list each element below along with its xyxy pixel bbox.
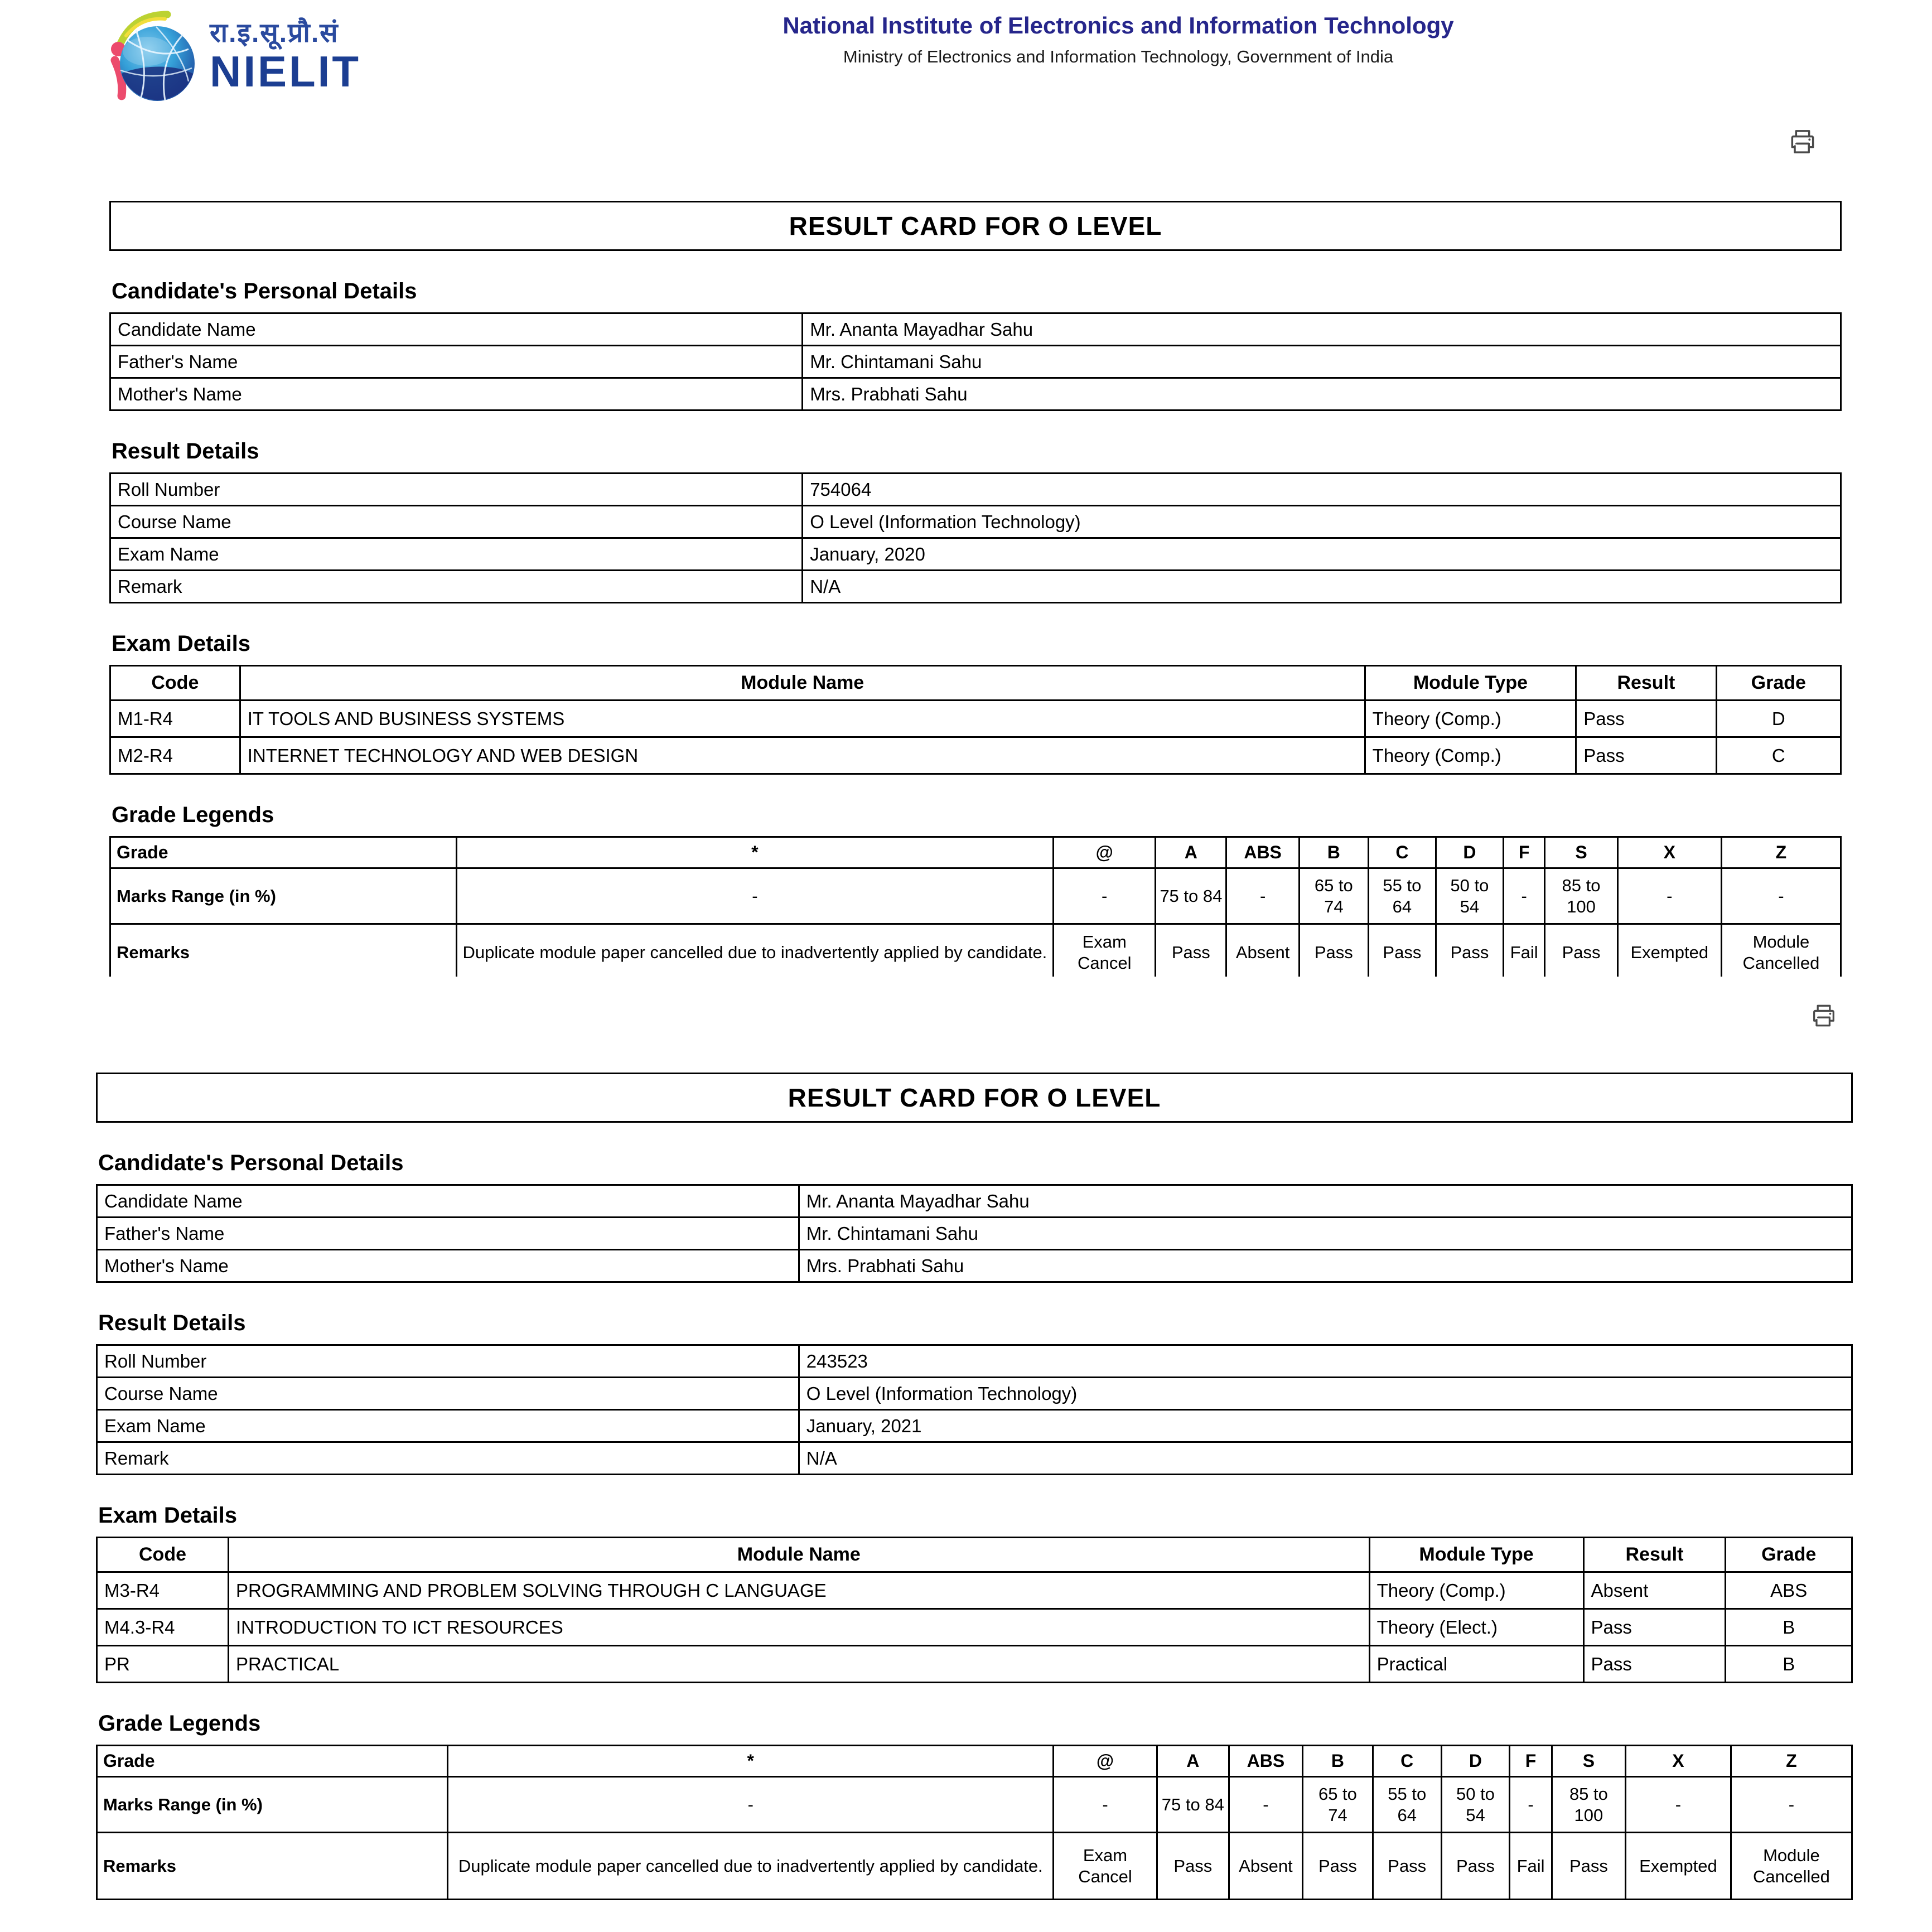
cell: X bbox=[1626, 1746, 1731, 1777]
column-header: Grade bbox=[1726, 1538, 1852, 1572]
table-row bbox=[97, 1833, 1852, 1900]
cell: Module Cancelled bbox=[1731, 1833, 1852, 1900]
cell: Mrs. Prabhati Sahu bbox=[799, 1250, 1852, 1282]
cell: - bbox=[1617, 868, 1721, 924]
cell: Course Name bbox=[97, 1378, 799, 1410]
cell: Grade bbox=[97, 1746, 448, 1777]
cell: 85 to 100 bbox=[1552, 1777, 1625, 1833]
cell: Theory (Comp.) bbox=[1365, 737, 1576, 774]
cell: Mrs. Prabhati Sahu bbox=[803, 378, 1841, 410]
nielit-logo-text bbox=[210, 20, 361, 94]
result-details-table bbox=[96, 1344, 1853, 1475]
cell: Pass bbox=[1441, 1833, 1510, 1900]
exam-header-row bbox=[97, 1538, 1852, 1572]
cell: Absent bbox=[1583, 1572, 1726, 1609]
cell: B bbox=[1726, 1609, 1852, 1646]
nielit-hindi-abbreviation: रा.इ.सू.प्रौ.सं bbox=[210, 18, 339, 49]
personal-details-heading: Candidate's Personal Details bbox=[98, 1151, 404, 1175]
cell: January, 2020 bbox=[803, 538, 1841, 571]
cell: Practical bbox=[1369, 1646, 1583, 1683]
cell: Module Cancelled bbox=[1721, 924, 1841, 977]
cell: 55 to 64 bbox=[1373, 1777, 1441, 1833]
table-row bbox=[97, 1746, 1852, 1777]
cell: N/A bbox=[799, 1442, 1852, 1475]
cell: M4.3-R4 bbox=[97, 1609, 229, 1646]
page-header bbox=[0, 0, 1932, 112]
cell: Absent bbox=[1226, 924, 1299, 977]
cell: Exam Name bbox=[110, 538, 803, 571]
card-title-box bbox=[109, 201, 1842, 251]
cell: Mr. Chintamani Sahu bbox=[803, 346, 1841, 378]
cell: Pass bbox=[1156, 924, 1226, 977]
card-title-box bbox=[96, 1073, 1853, 1123]
cell: Roll Number bbox=[97, 1345, 799, 1378]
cell: Roll Number bbox=[110, 474, 803, 506]
cell: Fail bbox=[1503, 924, 1544, 977]
table-row bbox=[97, 1185, 1852, 1218]
cell: C bbox=[1716, 737, 1841, 774]
ministry-subtitle: Ministry of Electronics and Information Technology, Government of India bbox=[843, 47, 1394, 66]
result-details-heading: Result Details bbox=[98, 1311, 246, 1335]
cell: Marks Range (in %) bbox=[97, 1777, 448, 1833]
cell: - bbox=[1510, 1777, 1552, 1833]
cell: Pass bbox=[1299, 924, 1368, 977]
cell: N/A bbox=[803, 571, 1841, 603]
cell: 754064 bbox=[803, 474, 1841, 506]
cell: Pass bbox=[1583, 1646, 1726, 1683]
cell: - bbox=[456, 868, 1054, 924]
cell: B bbox=[1726, 1646, 1852, 1683]
table-row bbox=[97, 1218, 1852, 1250]
cell: 85 to 100 bbox=[1545, 868, 1617, 924]
column-header: Module Type bbox=[1365, 666, 1576, 701]
cell: Pass bbox=[1303, 1833, 1373, 1900]
cell: PROGRAMMING AND PROBLEM SOLVING THROUGH C LANGUAGE bbox=[229, 1572, 1370, 1609]
table-row bbox=[97, 1442, 1852, 1475]
cell: - bbox=[1626, 1777, 1731, 1833]
grade-legends-heading: Grade Legends bbox=[112, 803, 274, 827]
result-details-table bbox=[109, 472, 1842, 603]
cell: @ bbox=[1054, 837, 1156, 868]
header-title-block bbox=[742, 12, 1495, 67]
cell: Exempted bbox=[1626, 1833, 1731, 1900]
cell: Pass bbox=[1545, 924, 1617, 977]
cell: F bbox=[1510, 1746, 1552, 1777]
cell: Mr. Ananta Mayadhar Sahu bbox=[799, 1185, 1852, 1218]
cell: 50 to 54 bbox=[1436, 868, 1503, 924]
cell: Mr. Ananta Mayadhar Sahu bbox=[803, 313, 1841, 346]
cell: M3-R4 bbox=[97, 1572, 229, 1609]
cell: A bbox=[1156, 837, 1226, 868]
cell: - bbox=[1721, 868, 1841, 924]
cell: Remarks bbox=[110, 924, 457, 977]
cell: 50 to 54 bbox=[1441, 1777, 1510, 1833]
cell: Marks Range (in %) bbox=[110, 868, 457, 924]
cell: Exam Cancel bbox=[1054, 924, 1156, 977]
print-icon[interactable] bbox=[1809, 1001, 1838, 1033]
cell: PRACTICAL bbox=[229, 1646, 1370, 1683]
cell: Pass bbox=[1576, 701, 1716, 737]
institute-title: National Institute of Electronics and Information Technology bbox=[783, 12, 1454, 38]
card-title: RESULT CARD FOR O LEVEL bbox=[788, 1083, 1161, 1112]
cell: ABS bbox=[1226, 837, 1299, 868]
cell: Pass bbox=[1368, 924, 1436, 977]
cell: INTRODUCTION TO ICT RESOURCES bbox=[229, 1609, 1370, 1646]
grade-legends-clipped-frame bbox=[109, 836, 1842, 977]
exam-details-table bbox=[96, 1537, 1853, 1683]
table-row bbox=[110, 701, 1841, 737]
column-header: Module Name bbox=[229, 1538, 1370, 1572]
result-card-2 bbox=[96, 1073, 1853, 1900]
cell: Candidate Name bbox=[97, 1185, 799, 1218]
exam-header-row bbox=[110, 666, 1841, 701]
cell: Pass bbox=[1576, 737, 1716, 774]
cell: C bbox=[1368, 837, 1436, 868]
cell: M2-R4 bbox=[110, 737, 240, 774]
cell: INTERNET TECHNOLOGY AND WEB DESIGN bbox=[240, 737, 1365, 774]
cell: D bbox=[1436, 837, 1503, 868]
cell: C bbox=[1373, 1746, 1441, 1777]
cell: ABS bbox=[1726, 1572, 1852, 1609]
cell: Z bbox=[1731, 1746, 1852, 1777]
grade-legends-table bbox=[109, 836, 1842, 977]
cell: Mother's Name bbox=[97, 1250, 799, 1282]
column-header: Result bbox=[1583, 1538, 1726, 1572]
cell: January, 2021 bbox=[799, 1410, 1852, 1442]
table-row bbox=[97, 1345, 1852, 1378]
cell: Mr. Chintamani Sahu bbox=[799, 1218, 1852, 1250]
cell: Theory (Comp.) bbox=[1365, 701, 1576, 737]
cell: S bbox=[1545, 837, 1617, 868]
table-row bbox=[110, 313, 1841, 346]
cell: * bbox=[448, 1746, 1054, 1777]
table-row bbox=[110, 506, 1841, 538]
nielit-wordmark: NIELIT bbox=[210, 46, 361, 96]
cell: Father's Name bbox=[110, 346, 803, 378]
table-row bbox=[110, 474, 1841, 506]
cell: 55 to 64 bbox=[1368, 868, 1436, 924]
cell: Remark bbox=[110, 571, 803, 603]
column-header: Code bbox=[97, 1538, 229, 1572]
cell: O Level (Information Technology) bbox=[799, 1378, 1852, 1410]
cell: Remark bbox=[97, 1442, 799, 1475]
cell: F bbox=[1503, 837, 1544, 868]
cell: B bbox=[1303, 1746, 1373, 1777]
cell: Fail bbox=[1510, 1833, 1552, 1900]
print-icon[interactable] bbox=[1787, 126, 1818, 160]
print-row-2 bbox=[0, 1001, 1838, 1030]
card-title: RESULT CARD FOR O LEVEL bbox=[789, 211, 1162, 240]
cell: O Level (Information Technology) bbox=[803, 506, 1841, 538]
table-row bbox=[110, 737, 1841, 774]
cell: Duplicate module paper cancelled due to inadvertently applied by candidate. bbox=[448, 1833, 1054, 1900]
cell: Pass bbox=[1373, 1833, 1441, 1900]
table-row bbox=[110, 868, 1841, 924]
table-row bbox=[97, 1250, 1852, 1282]
cell: 65 to 74 bbox=[1299, 868, 1368, 924]
cell: Exam Name bbox=[97, 1410, 799, 1442]
table-row bbox=[97, 1572, 1852, 1609]
grade-legends-heading: Grade Legends bbox=[98, 1711, 261, 1736]
cell: Remarks bbox=[97, 1833, 448, 1900]
cell: Pass bbox=[1157, 1833, 1229, 1900]
cell: ABS bbox=[1229, 1746, 1302, 1777]
cell: Candidate Name bbox=[110, 313, 803, 346]
cell: Mother's Name bbox=[110, 378, 803, 410]
result-card-1 bbox=[109, 201, 1842, 977]
cell: Theory (Comp.) bbox=[1369, 1572, 1583, 1609]
cell: 75 to 84 bbox=[1157, 1777, 1229, 1833]
cell: - bbox=[1054, 1777, 1157, 1833]
table-row bbox=[97, 1609, 1852, 1646]
nielit-logo bbox=[105, 8, 361, 107]
personal-details-table bbox=[96, 1184, 1853, 1283]
cell: Duplicate module paper cancelled due to inadvertently applied by candidate. bbox=[456, 924, 1054, 977]
cell: S bbox=[1552, 1746, 1625, 1777]
cell: Father's Name bbox=[97, 1218, 799, 1250]
nielit-globe-icon bbox=[105, 8, 201, 107]
grade-legends-table bbox=[96, 1745, 1853, 1900]
table-row bbox=[110, 837, 1841, 868]
print-row-1 bbox=[0, 126, 1818, 157]
result-details-heading: Result Details bbox=[112, 439, 259, 463]
cell: Grade bbox=[110, 837, 457, 868]
cell: - bbox=[1731, 1777, 1852, 1833]
exam-details-heading: Exam Details bbox=[112, 631, 251, 656]
cell: Pass bbox=[1552, 1833, 1625, 1900]
table-row bbox=[110, 571, 1841, 603]
column-header: Grade bbox=[1716, 666, 1841, 701]
cell: - bbox=[448, 1777, 1054, 1833]
column-header: Module Type bbox=[1369, 1538, 1583, 1572]
cell: IT TOOLS AND BUSINESS SYSTEMS bbox=[240, 701, 1365, 737]
table-row bbox=[97, 1410, 1852, 1442]
cell: - bbox=[1229, 1777, 1302, 1833]
exam-details-heading: Exam Details bbox=[98, 1503, 238, 1528]
column-header: Module Name bbox=[240, 666, 1365, 701]
column-header: Result bbox=[1576, 666, 1716, 701]
table-row bbox=[110, 346, 1841, 378]
table-row bbox=[110, 538, 1841, 571]
cell: Pass bbox=[1436, 924, 1503, 977]
cell: - bbox=[1226, 868, 1299, 924]
cell: X bbox=[1617, 837, 1721, 868]
cell: 75 to 84 bbox=[1156, 868, 1226, 924]
cell: Exempted bbox=[1617, 924, 1721, 977]
cell: B bbox=[1299, 837, 1368, 868]
cell: Pass bbox=[1583, 1609, 1726, 1646]
table-row bbox=[110, 924, 1841, 977]
table-row bbox=[110, 378, 1841, 410]
cell: Absent bbox=[1229, 1833, 1302, 1900]
exam-details-table bbox=[109, 665, 1842, 775]
cell: Z bbox=[1721, 837, 1841, 868]
cell: Exam Cancel bbox=[1054, 1833, 1157, 1900]
cell: Course Name bbox=[110, 506, 803, 538]
cell: - bbox=[1503, 868, 1544, 924]
cell: M1-R4 bbox=[110, 701, 240, 737]
cell: 243523 bbox=[799, 1345, 1852, 1378]
cell: A bbox=[1157, 1746, 1229, 1777]
cell: - bbox=[1054, 868, 1156, 924]
column-header: Code bbox=[110, 666, 240, 701]
cell: @ bbox=[1054, 1746, 1157, 1777]
table-row bbox=[97, 1646, 1852, 1683]
personal-details-heading: Candidate's Personal Details bbox=[112, 279, 417, 303]
cell: PR bbox=[97, 1646, 229, 1683]
cell: D bbox=[1441, 1746, 1510, 1777]
cell: * bbox=[456, 837, 1054, 868]
table-row bbox=[97, 1378, 1852, 1410]
cell: Theory (Elect.) bbox=[1369, 1609, 1583, 1646]
personal-details-table bbox=[109, 312, 1842, 411]
table-row bbox=[97, 1777, 1852, 1833]
cell: 65 to 74 bbox=[1303, 1777, 1373, 1833]
cell: D bbox=[1716, 701, 1841, 737]
